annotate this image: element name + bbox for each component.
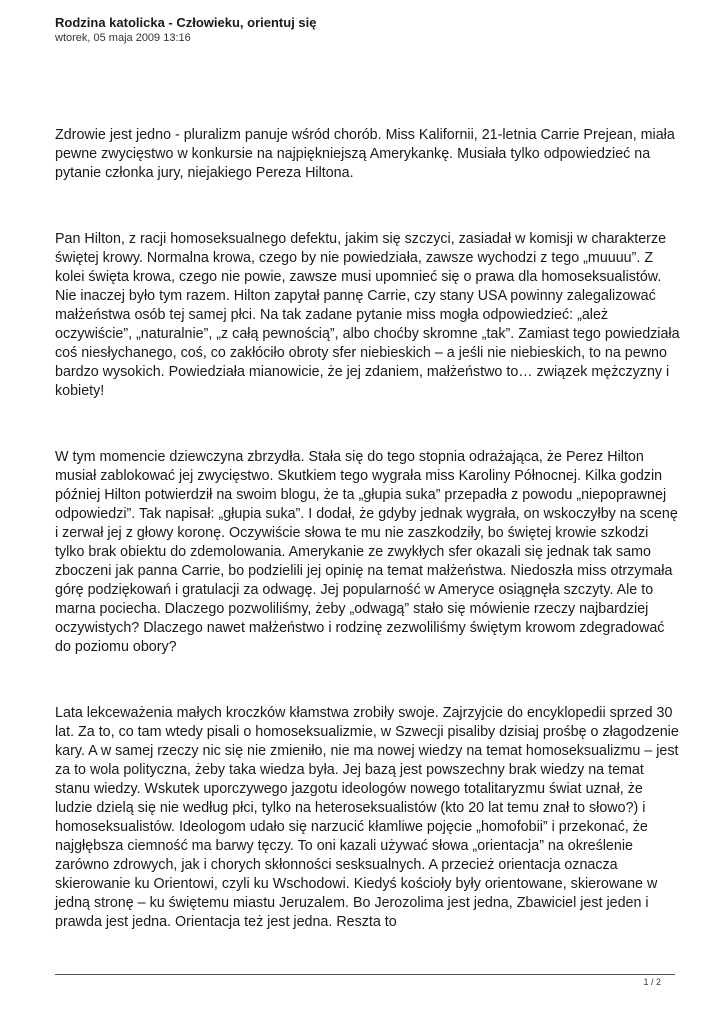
article-body xyxy=(55,126,680,932)
page-number: 1 / 2 xyxy=(643,977,661,987)
article-title: Rodzina katolicka - Człowieku, orientuj się xyxy=(55,15,317,30)
footer-divider xyxy=(55,974,675,975)
paragraph: W tym momencie dziewczyna zbrzydła. Stała się do tego stopnia odrażająca, że Perez Hilton musiał zablokować jej zwycięstwo. Skutkiem tego wygrała miss Karoliny Północnej. Kilka godzin później Hilton potwierdził na swoim blogu, że ta „głupia suka” przepadła z powodu „niepoprawnej odpowiedzi”. Tak napisał: „głupia suka”. I dodał, że gdyby jednak wygrała, on wskoczyłby na scenę i zerwał jej z głowy koronę. Oczywiście słowa te mu nie zaszkodziły, bo świętej krowie szkodzi tylko brak obiektu do zdemolowania. Amerykanie ze zwykłych sfer okazali się jednak tak samo zboczeni jak panna Carrie, bo podzielili jej opinię na temat małżeństwa. Niedoszła miss otrzymała górę podziękowań i gratulacji za odwagę. Jej popularność w Ameryce osiągnęła szczyty. Ale to marna pociecha. Dlaczego pozwoliliśmy, żeby „odwagą” stało się mówienie rzeczy najbardziej oczywistych? Dlaczego nawet małżeństwo i rodzinę zezwoliliśmy świętym krowom zdegradować do poziomu obory? xyxy=(55,449,678,655)
document-header xyxy=(55,15,675,45)
paragraph: Lata lekceważenia małych kroczków kłamstwa zrobiły swoje. Zajrzyjcie do encyklopedii sprzed 30 lat. Za to, co tam wtedy pisali o homoseksualizmie, w Szwecji pisaliby dzisiaj prośbę o złagodzenie kary. A w samej rzeczy nic się nie zmieniło, nie ma nowej wiedzy na temat homoseksualizmu – jest za to wola polityczna, żeby taka wiedza była. Jej bazą jest powszechny brak wiedzy na temat stanu wiedzy. Wskutek uporczywego jazgotu ideologów nowego totalitaryzmu świat uznał, że ludzie dzielą się nie według płci, tylko na heteroseksualistów (kto 20 lat temu znał to słowo?) i homoseksualistów. Ideologom udało się narzucić kłamliwe pojęcie „homofobii” i przekonać, że najgłębsza ciemność ma barwy tęczy. To oni kazali używać słowa „orientacja” na określenie zarówno zdrowych, jak i chorych skłonności sesksualnych. A przecież orientacja oznacza skierowanie ku Orientowi, czyli ku Wschodowi. Kiedyś kościoły były orientowane, skierowane w jedną stronę – ku świętemu miastu Jeruzalem. Bo Jerozolima jest jedna, Zbawiciel jest jeden i prawda jest jedna. Orientacja też jest jedna. Reszta to xyxy=(55,705,679,930)
article-date: wtorek, 05 maja 2009 13:16 xyxy=(55,32,191,44)
paragraph: Zdrowie jest jedno - pluralizm panuje wśród chorób. Miss Kalifornii, 21-letnia Carrie Prejean, miała pewne zwycięstwo w konkursie na najpiękniejszą Amerykankę. Musiała tylko odpowiedzieć na pytanie członka jury, niejakiego Pereza Hiltona. xyxy=(55,127,675,181)
paragraph: Pan Hilton, z racji homoseksualnego defektu, jakim się szczyci, zasiadał w komisji w charakterze świętej krowy. Normalna krowa, czego by nie powiedziała, zawsze wychodzi z tego „muuuu”. Z kolei święta krowa, czego nie powie, zawsze musi upomnieć się o prawa dla homoseksualistów. Nie inaczej było tym razem. Hilton zapytał pannę Carrie, czy stany USA powinny zalegalizować małżeństwa osób tej samej płci. Na tak zadane pytanie miss mogła odpowiedzieć: „ależ oczywiście”, „naturalnie”, „z całą pewnością”, albo choćby skromne „tak”. Zamiast tego powiedziała coś niesłychanego, coś, co zakłóciło obroty sfer niebieskich – a jeśli nie niebieskich, to na pewno bardzo wysokich. Powiedziała mianowicie, że jej zdaniem, małżeństwo to… związek mężczyzny i kobiety! xyxy=(55,231,680,399)
